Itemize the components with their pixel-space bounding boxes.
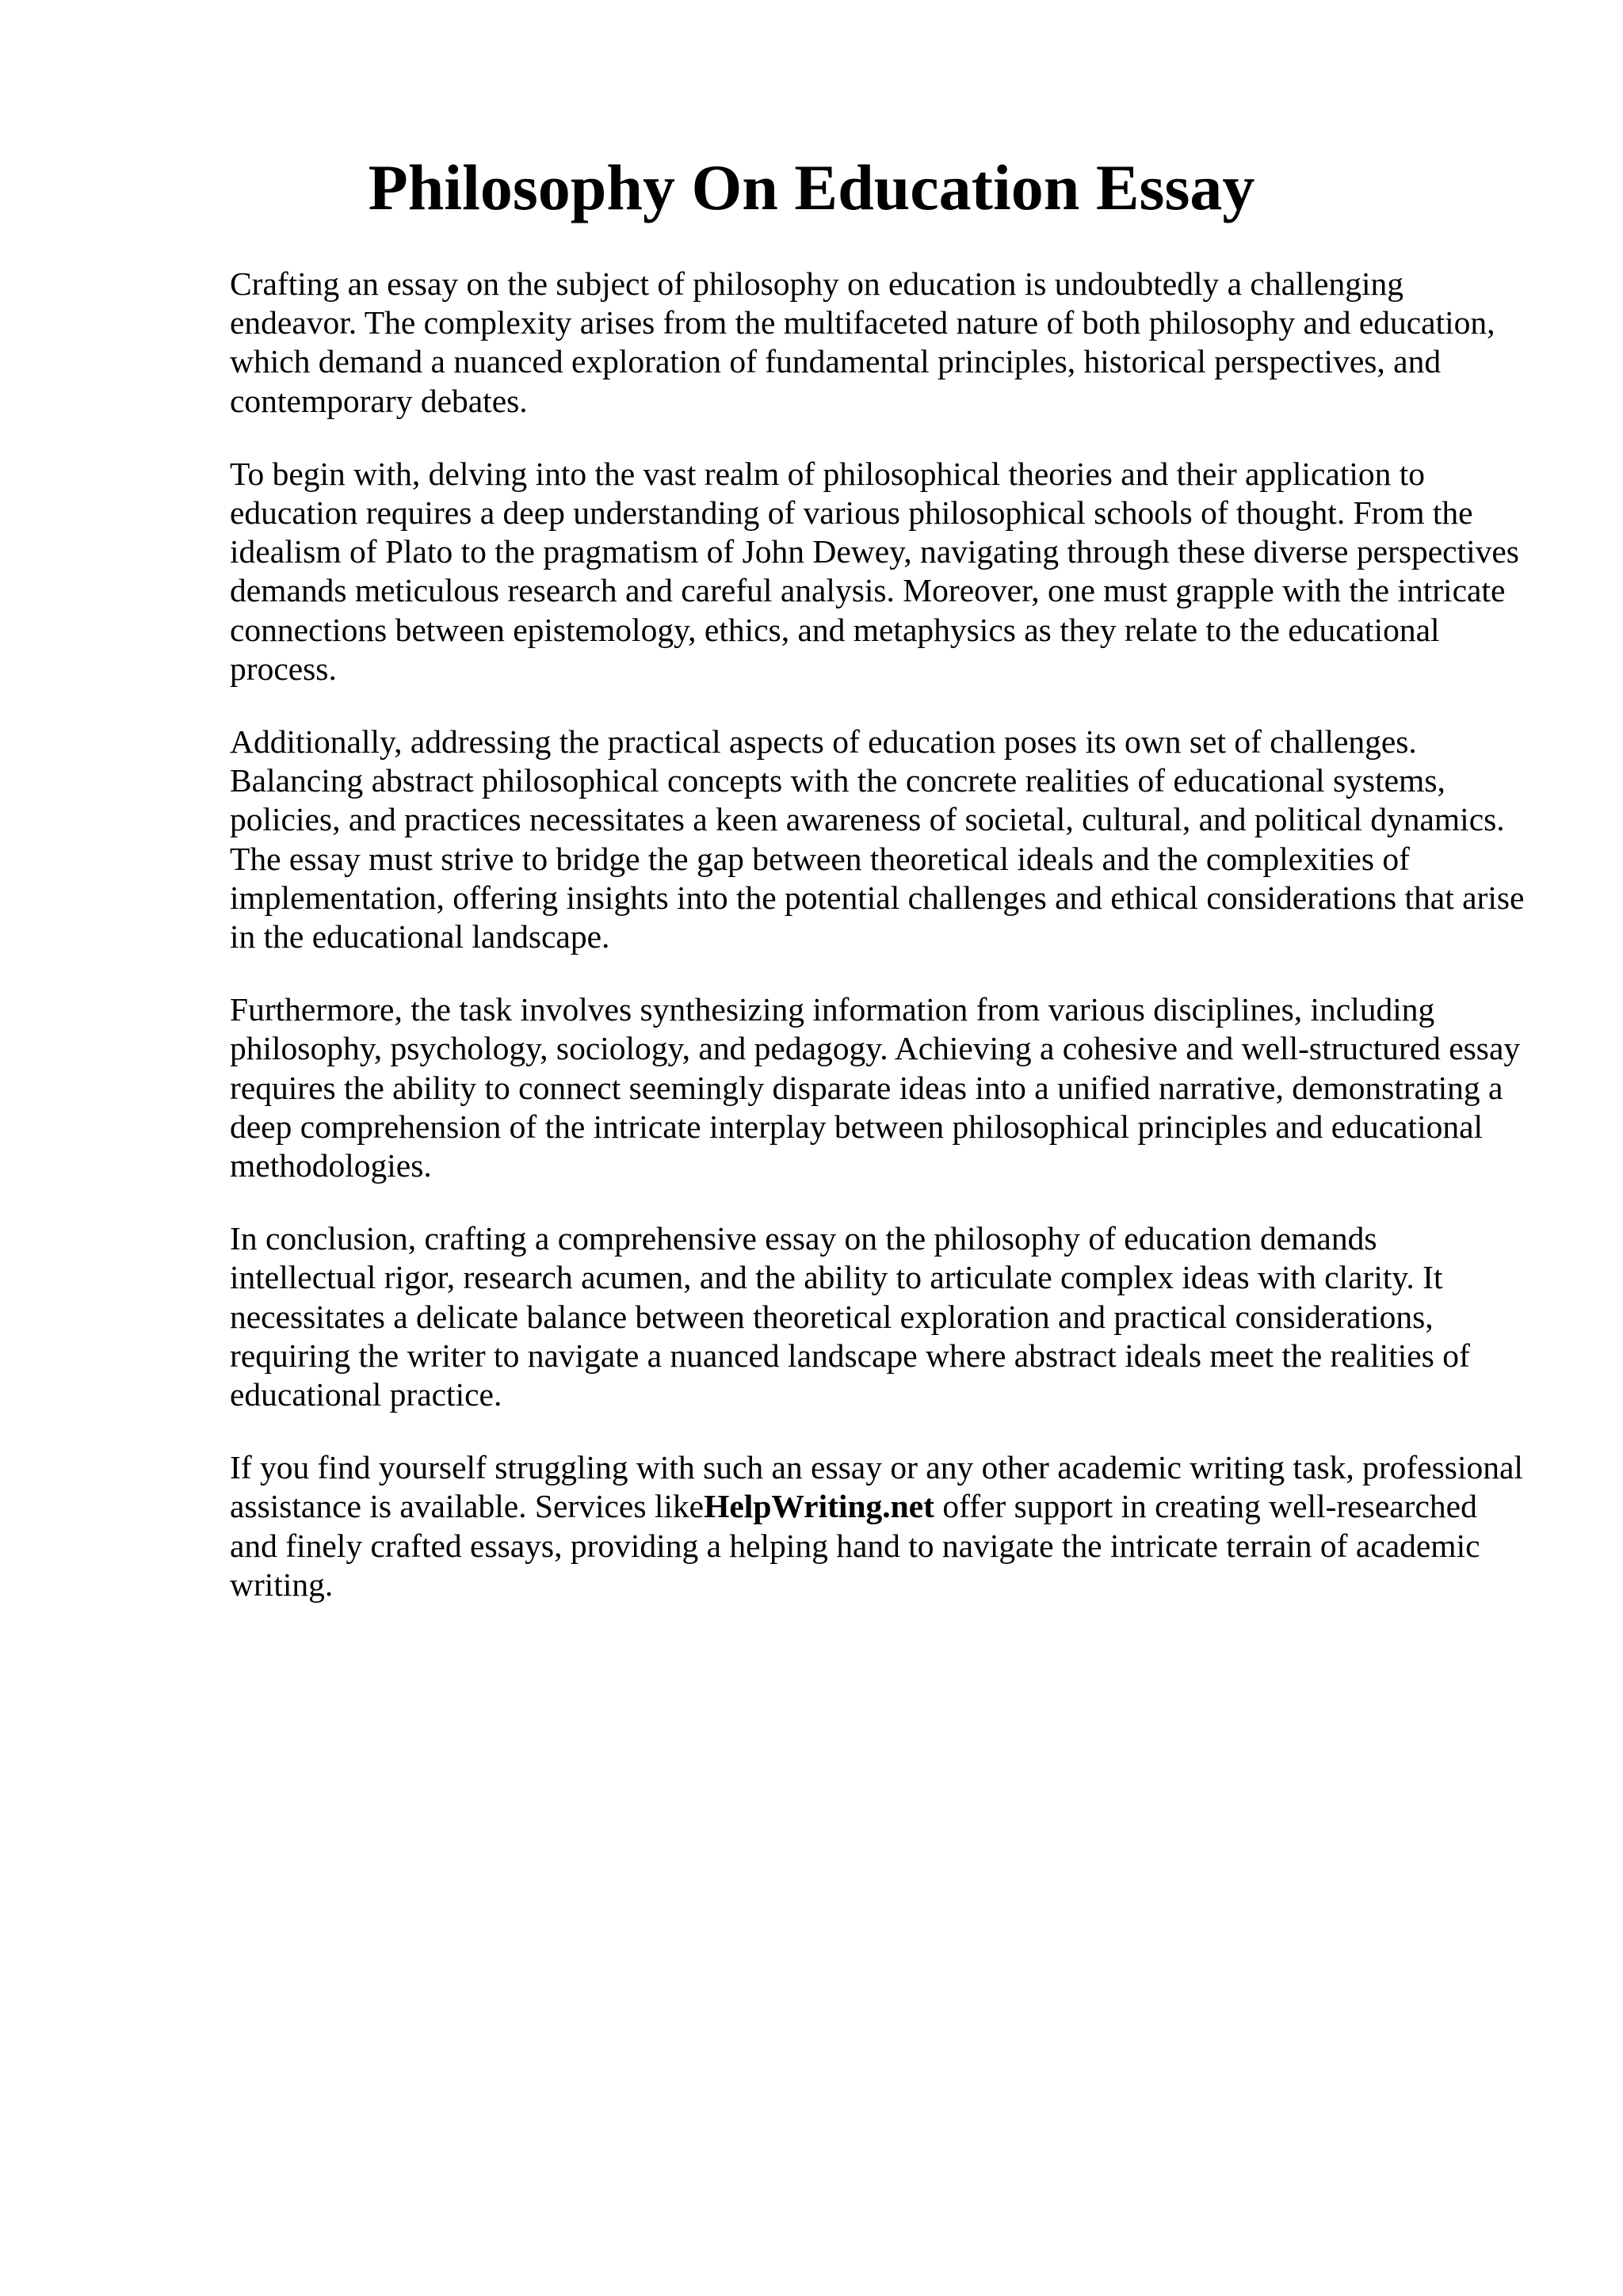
paragraph-synthesis: Furthermore, the task involves synthesizing information from various disciplines, including philosophy, psychology, sociology, and pedagogy. Achieving a cohesive and well-structured essay requires the ability to connect seemingly disparate ideas into a unified narrative, demonstrating a deep comprehension of the intricate interplay between philosophical principles and educational methodologies. <box>230 991 1521 1184</box>
page-title: Philosophy On Education Essay <box>368 151 1255 223</box>
paragraph-conclusion: In conclusion, crafting a comprehensive essay on the philosophy of education demands intellectual rigor, research acumen, and the ability to articulate complex ideas with clarity. It necessitates a delicate balance between theoretical exploration and practical considerations, requiring the writer to navigate a nuanced landscape where abstract ideals meet the realities of educational practice. <box>230 1220 1470 1413</box>
essay-body <box>230 265 1529 1638</box>
paragraph-closing <box>230 1448 1529 1604</box>
paragraph-intro: Crafting an essay on the subject of philosophy on education is undoubtedly a challenging endeavor. The complexity arises from the multifaceted nature of both philosophy and education, which demand a nuanced exploration of fundamental principles, historical perspectives, and contemporary debates. <box>230 265 1495 419</box>
closing-text-after: offer support in creating well-researched and finely crafted essays, providing a helping hand to navigate the intricate terrain of academic writing. <box>230 1488 1480 1603</box>
paragraph-practical-aspects: Additionally, addressing the practical aspects of education poses its own set of challenges. Balancing abstract philosophical concepts with the concrete realities of educational systems, policies, and practices necessitates a keen awareness of societal, cultural, and political dynamics. The essay must strive to bridge the gap between theoretical ideals and the complexities of implementation, offering insights into the potential challenges and ethical considerations that arise in the educational landscape. <box>230 723 1525 955</box>
brand-link[interactable]: HelpWriting.net <box>704 1488 934 1525</box>
paragraph-philosophical-theories: To begin with, delving into the vast realm of philosophical theories and their application to education requires a deep understanding of various philosophical schools of thought. From the idealism of Plato to the pragmatism of John Dewey, navigating through these diverse perspectives demands meticulous research and careful analysis. Moreover, one must grapple with the intricate connections between epistemology, ethics, and metaphysics as they relate to the educational process. <box>230 455 1519 687</box>
closing-text-before: If you find yourself struggling with such an essay or any other academic writing task, professional assistance is available. Services like <box>230 1449 1523 1525</box>
